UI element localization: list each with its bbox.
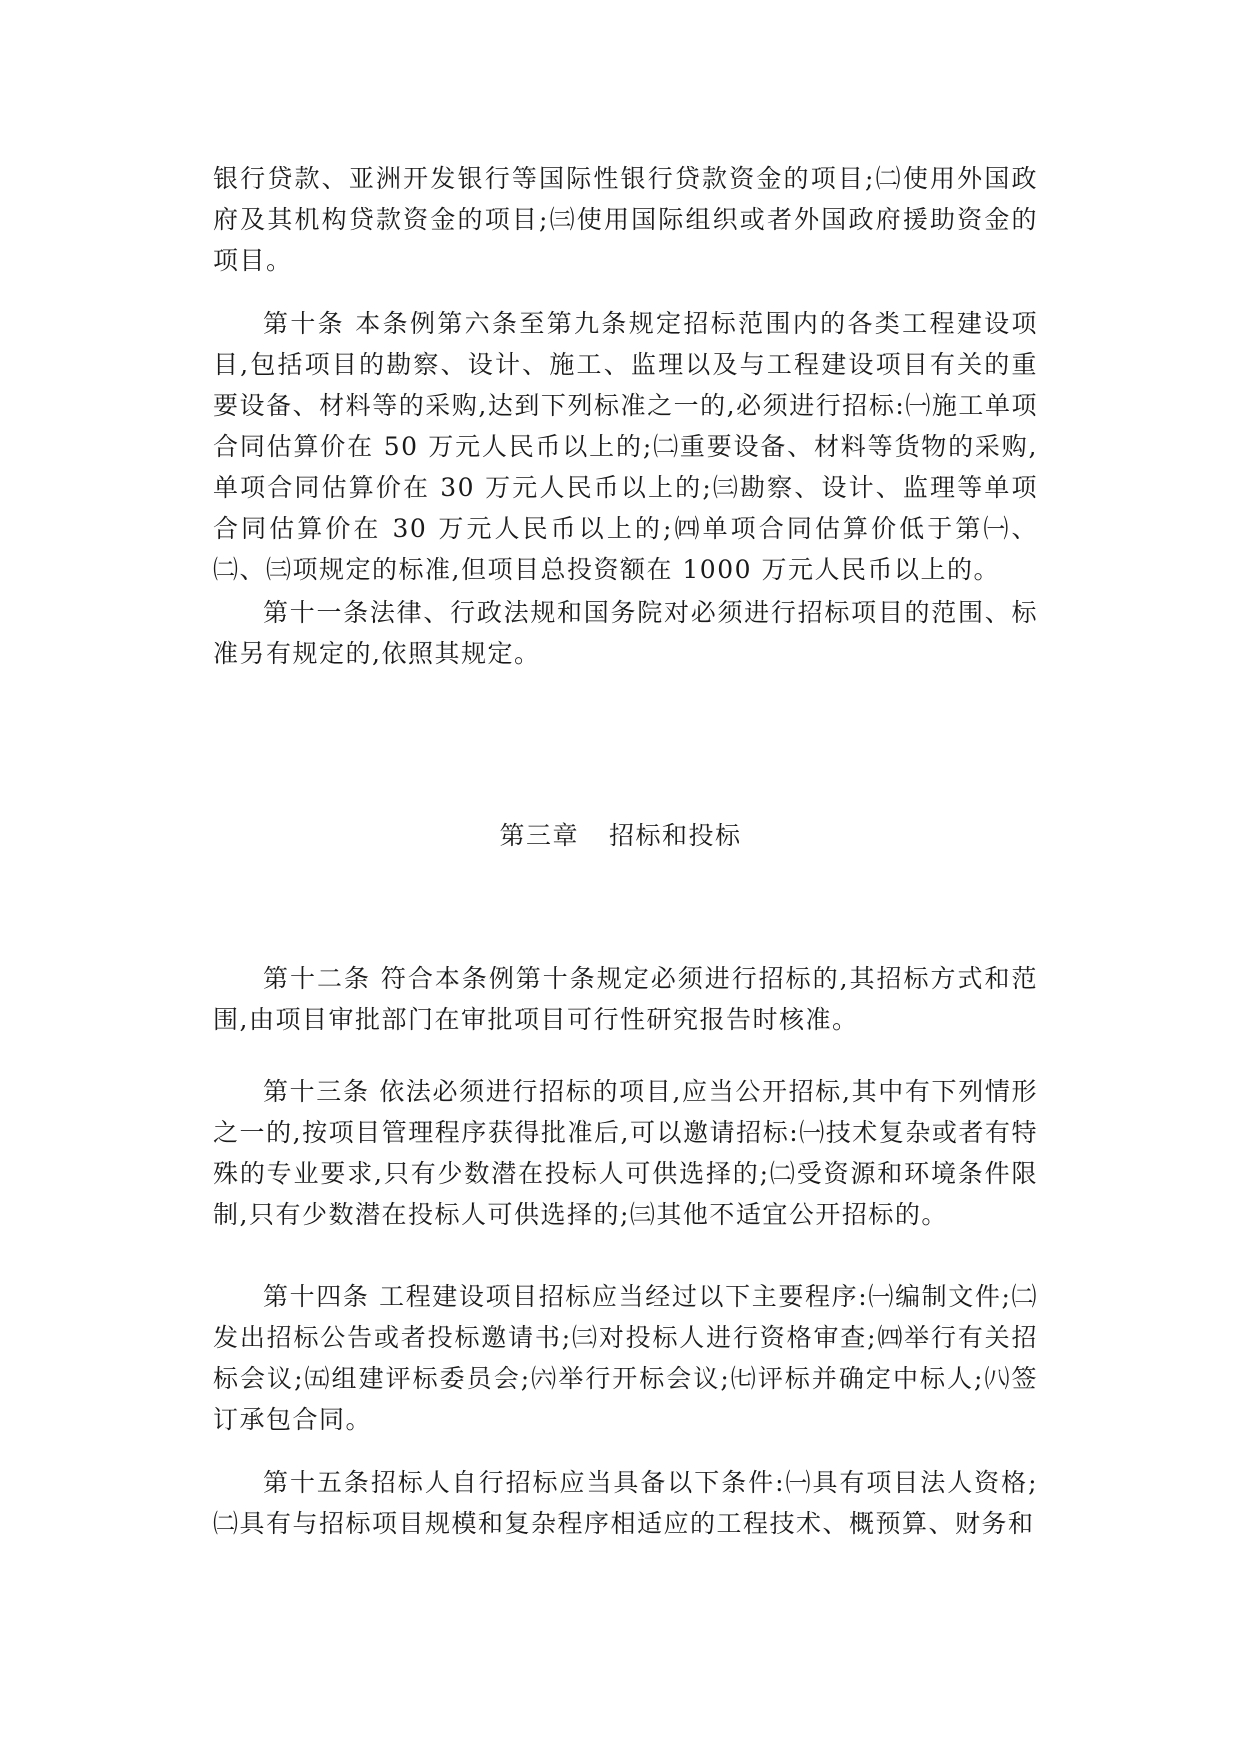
paragraph-continuation: 银行贷款、亚洲开发银行等国际性银行贷款资金的项目;㈡使用外国政府及其机构贷款资金的项目;㈢使用国际组织或者外国政府援助资金的项目。 [213, 164, 1038, 275]
chapter-number: 第三章 [499, 821, 579, 850]
article-10-paragraph: 第十条 本条例第六条至第九条规定招标范围内的各类工程建设项目,包括项目的勘察、设计、施工、监理以及与工程建设项目有关的重要设备、材料等的采购,达到下列标准之一的,必须进行招标:㈠施工单项合同估算价在 50 万元人民币以上的;㈡重要设备、材料等货物的采购,单项合同估算价在 30 万元人民币以上的;㈢勘察、设计、监理等单项合同估算价在 30 万元人民币以上的;㈣单项合同估算价低于第㈠、㈡、㈢项规定的标准,但项目总投资额在 1000 万元人民币以上的。 [213, 309, 1038, 584]
article-12-paragraph: 第十二条 符合本条例第十条规定必须进行招标的,其招标方式和范围,由项目审批部门在审批项目可行性研究报告时核准。 [213, 964, 1038, 1034]
article-13-paragraph: 第十三条 依法必须进行招标的项目,应当公开招标,其中有下列情形之一的,按项目管理程序获得批准后,可以邀请招标:㈠技术复杂或者有特殊的专业要求,只有少数潜在投标人可供选择的;㈡受资源和环境条件限制,只有少数潜在投标人可供选择的;㈢其他不适宜公开招标的。 [213, 1077, 1038, 1229]
chapter-title: 招标和投标 [609, 821, 742, 850]
article-15-paragraph: 第十五条招标人自行招标应当具备以下条件:㈠具有项目法人资格;㈡具有与招标项目规模和复杂程序相适应的工程技术、概预算、财务和 [213, 1468, 1038, 1538]
chapter-heading [0, 815, 1241, 856]
article-14-paragraph: 第十四条 工程建设项目招标应当经过以下主要程序:㈠编制文件;㈡发出招标公告或者投标邀请书;㈢对投标人进行资格审查;㈣举行有关招标会议;㈤组建评标委员会;㈥举行开标会议;㈦评标并确定中标人;㈧签订承包合同。 [213, 1282, 1038, 1434]
article-11-paragraph: 第十一条法律、行政法规和国务院对必须进行招标项目的范围、标准另有规定的,依照其规定。 [213, 598, 1038, 668]
